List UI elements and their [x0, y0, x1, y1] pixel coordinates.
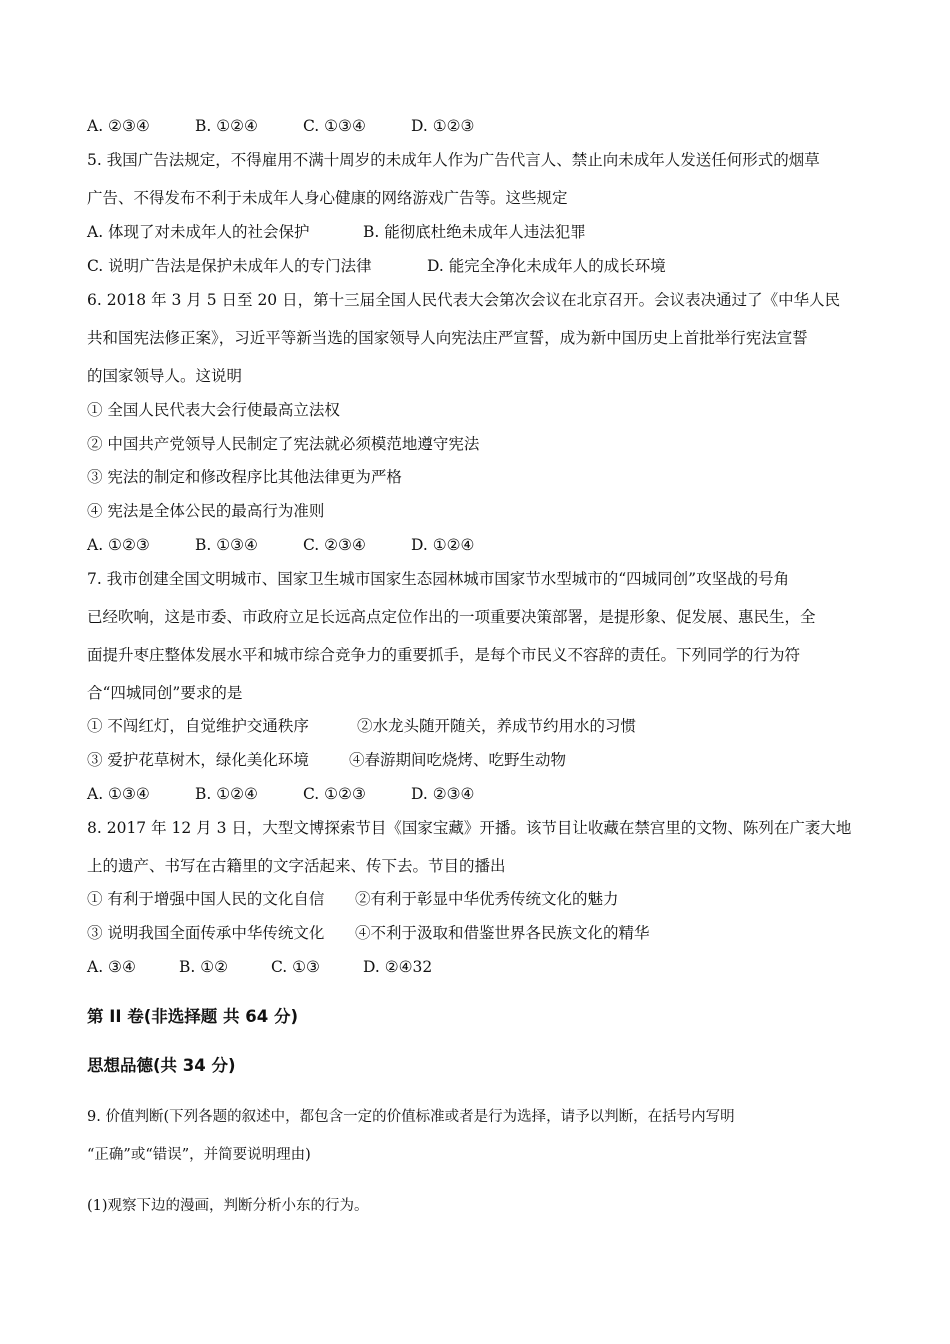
q5-option-b: B. 能彻底杜绝未成年人违法犯罪: [363, 223, 586, 241]
q8-option-c: C. ①③: [271, 958, 320, 976]
q7-items-row1: [87, 716, 636, 736]
q8-stem-line2: 上的遗产、书写在古籍里的文字活起来、传下去。节目的播出: [87, 857, 506, 875]
q7-option-c: C. ①②③: [303, 785, 366, 803]
q6-option-c: C. ②③④: [303, 536, 366, 554]
q8-option-b: B. ①②: [179, 958, 229, 976]
q7-stem-line2: 已经吹响，这是市委、市政府立足长远高点定位作出的一项重要决策部署，是提形象、促发展、惠民生，全: [87, 608, 816, 626]
q5-option-c: C. 说明广告法是保护未成年人的专门法律: [87, 257, 372, 275]
q6-item-1: ① 全国人民代表大会行使最高立法权: [87, 401, 340, 419]
q5-stem-line1: 5. 我国广告法规定，不得雇用不满十周岁的未成年人作为广告代言人、禁止向未成年人发送任何形式的烟草: [87, 151, 820, 169]
q6-item-2: ② 中国共产党领导人民制定了宪法就必须模范地遵守宪法: [87, 435, 480, 453]
q7-stem-line1: 7. 我市创建全国文明城市、国家卫生城市国家生态园林城市国家节水型城市的“四城同创”攻坚战的号角: [87, 570, 790, 588]
q6-stem-line3: 的国家领导人。这说明: [87, 367, 243, 385]
q6-stem-line1: 6. 2018 年 3 月 5 日至 20 日，第十三届全国人民代表大会第次会议在北京召开。会议表决通过了《中华人民: [87, 291, 841, 309]
q8-item-1: ① 有利于增强中国人民的文化自信: [87, 890, 325, 908]
q7-stem-line4: 合“四城同创”要求的是: [87, 684, 243, 702]
q7-option-a: A. ①③④: [87, 785, 150, 803]
q8-items-row2: [87, 923, 650, 943]
q9-part1: (1)观察下边的漫画，判断分析小东的行为。: [87, 1198, 369, 1214]
q8-item-4: ④不利于汲取和借鉴世界各民族文化的精华: [355, 924, 650, 942]
q6-options: [87, 535, 474, 555]
q5-options-row2: [87, 256, 666, 276]
q8-item-2: ②有利于彰显中华优秀传统文化的魅力: [355, 890, 619, 908]
q7-item-3: ③ 爱护花草树木，绿化美化环境: [87, 751, 309, 769]
q7-item-1: ① 不闯红灯，自觉维护交通秩序: [87, 717, 309, 735]
section-subtitle: 思想品德(共 34 分): [87, 1056, 236, 1075]
q4-option-b: B. ①②④: [195, 117, 258, 135]
q4-option-a: A. ②③④: [87, 117, 150, 135]
q5-option-d: D. 能完全净化未成年人的成长环境: [427, 257, 666, 275]
q6-option-d: D. ①②④: [411, 536, 475, 554]
q7-options: [87, 784, 474, 804]
q8-item-3: ③ 说明我国全面传承中华传统文化: [87, 924, 325, 942]
q7-stem-line3: 面提升枣庄整体发展水平和城市综合竞争力的重要抓手，是每个市民义不容辞的责任。下列同学的行为符: [87, 646, 801, 664]
q7-option-b: B. ①②④: [195, 785, 258, 803]
q5-options-row1: [87, 222, 586, 242]
q4-option-d: D. ①②③: [411, 117, 475, 135]
q6-option-a: A. ①②③: [87, 536, 150, 554]
q8-stem-line1: 8. 2017 年 12 月 3 日，大型文博探索节目《国家宝藏》开播。该节目让收藏在禁宫里的文物、陈列在广袤大地: [87, 819, 852, 837]
section-title: 第 II 卷(非选择题 共 64 分): [87, 1007, 299, 1026]
q9-stem-line1: 9. 价值判断(下列各题的叙述中，都包含一定的价值标准或者是行为选择，请予以判断，在括号内写明: [87, 1109, 735, 1125]
q6-item-3: ③ 宪法的制定和修改程序比其他法律更为严格: [87, 468, 402, 486]
q6-stem-line2: 共和国宪法修正案》，习近平等新当选的国家领导人向宪法庄严宣誓，成为新中国历史上首批举行宪法宣誓: [87, 329, 808, 347]
q5-option-a: A. 体现了对未成年人的社会保护: [87, 223, 310, 241]
q7-item-4: ④春游期间吃烧烤、吃野生动物: [349, 751, 567, 769]
q7-item-2: ②水龙头随开随关，养成节约用水的习惯: [357, 717, 637, 735]
q6-option-b: B. ①③④: [195, 536, 258, 554]
q5-stem-line2: 广告、不得发布不利于未成年人身心健康的网络游戏广告等。这些规定: [87, 189, 568, 207]
q6-item-4: ④ 宪法是全体公民的最高行为准则: [87, 502, 325, 520]
q7-items-row2: [87, 750, 566, 770]
q7-option-d: D. ②③④: [411, 785, 475, 803]
q9-stem-line2: “正确”或“错误”，并简要说明理由): [87, 1147, 311, 1163]
q8-items-row1: [87, 889, 619, 909]
q8-options: [87, 957, 432, 977]
q8-option-a: A. ③④: [87, 958, 136, 976]
q4-options: [87, 116, 474, 136]
q8-option-d: D. ②④32: [363, 958, 433, 976]
q4-option-c: C. ①③④: [303, 117, 366, 135]
